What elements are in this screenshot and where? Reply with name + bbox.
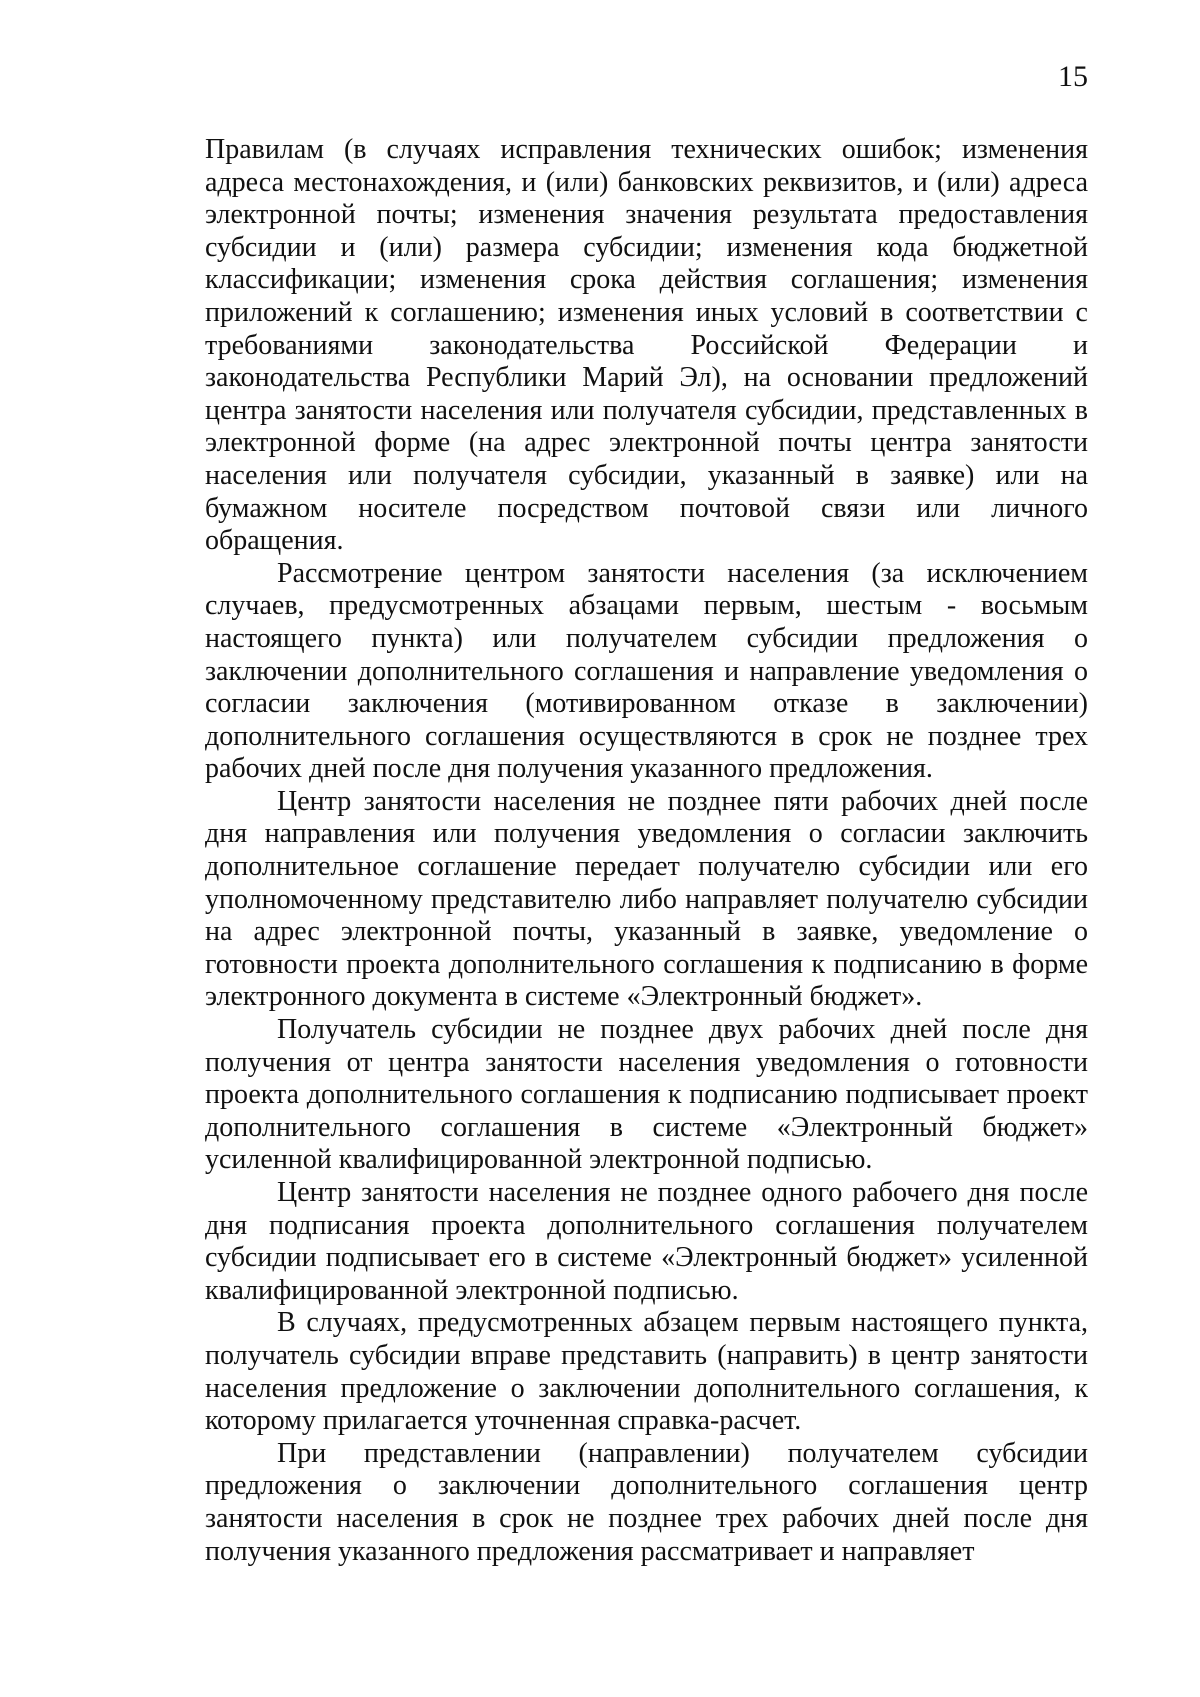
paragraph: Получатель субсидии не позднее двух рабочих дней после дня получения от центра занятости населения уведомления о готовности проекта дополнительного соглашения к подписанию подписывает проект дополнительного соглашения в системе «Электронный бюджет» усиленной квалифицированной электронной подписью. [205, 1014, 1088, 1176]
page-number: 15 [1058, 60, 1088, 93]
paragraph-continuation: Правилам (в случаях исправления технических ошибок; изменения адреса местонахождения, и (или) банковских реквизитов, и (или) адреса электронной почты; изменения значения результата предоставления субсидии и (или) размера субсидии; изменения кода бюджетной классификации; изменения срока действия соглашения; изменения приложений к соглашению; изменения иных условий в соответствии с требованиями законодательства Российской Федерации и законодательства Республики Марий Эл), на основании предложений центра занятости населения или получателя субсидии, представленных в электронной форме (на адрес электронной почты центра занятости населения или получателя субсидии, указанный в заявке) или на бумажном носителе посредством почтовой связи или личного обращения. [205, 134, 1088, 557]
paragraph: Рассмотрение центром занятости населения (за исключением случаев, предусмотренных абзацами первым, шестым - восьмым настоящего пункта) или получателем субсидии предложения о заключении дополнительного соглашения и направление уведомления о согласии заключения (мотивированном отказе в заключении) дополнительного соглашения осуществляются в срок не позднее трех рабочих дней после дня получения указанного предложения. [205, 557, 1088, 785]
paragraph: В случаях, предусмотренных абзацем первым настоящего пункта, получатель субсидии вправе представить (направить) в центр занятости населения предложение о заключении дополнительного соглашения, к которому прилагается уточненная справка-расчет. [205, 1307, 1088, 1437]
paragraph-last: При представлении (направлении) получателем субсидии предложения о заключении дополнительного соглашения центр занятости населения в срок не позднее трех рабочих дней после дня получения указанного предложения рассматривает и направляет [205, 1437, 1088, 1567]
paragraph: Центр занятости населения не позднее пяти рабочих дней после дня направления или получения уведомления о согласии заключить дополнительное соглашение передает получателю субсидии или его уполномоченному представителю либо направляет получателю субсидии на адрес электронной почты, указанный в заявке, уведомление о готовности проекта дополнительного соглашения к подписанию в форме электронного документа в системе «Электронный бюджет». [205, 785, 1088, 1013]
paragraph: Центр занятости населения не позднее одного рабочего дня после дня подписания проекта дополнительного соглашения получателем субсидии подписывает его в системе «Электронный бюджет» усиленной квалифицированной электронной подписью. [205, 1177, 1088, 1306]
document-body [205, 134, 1088, 1568]
